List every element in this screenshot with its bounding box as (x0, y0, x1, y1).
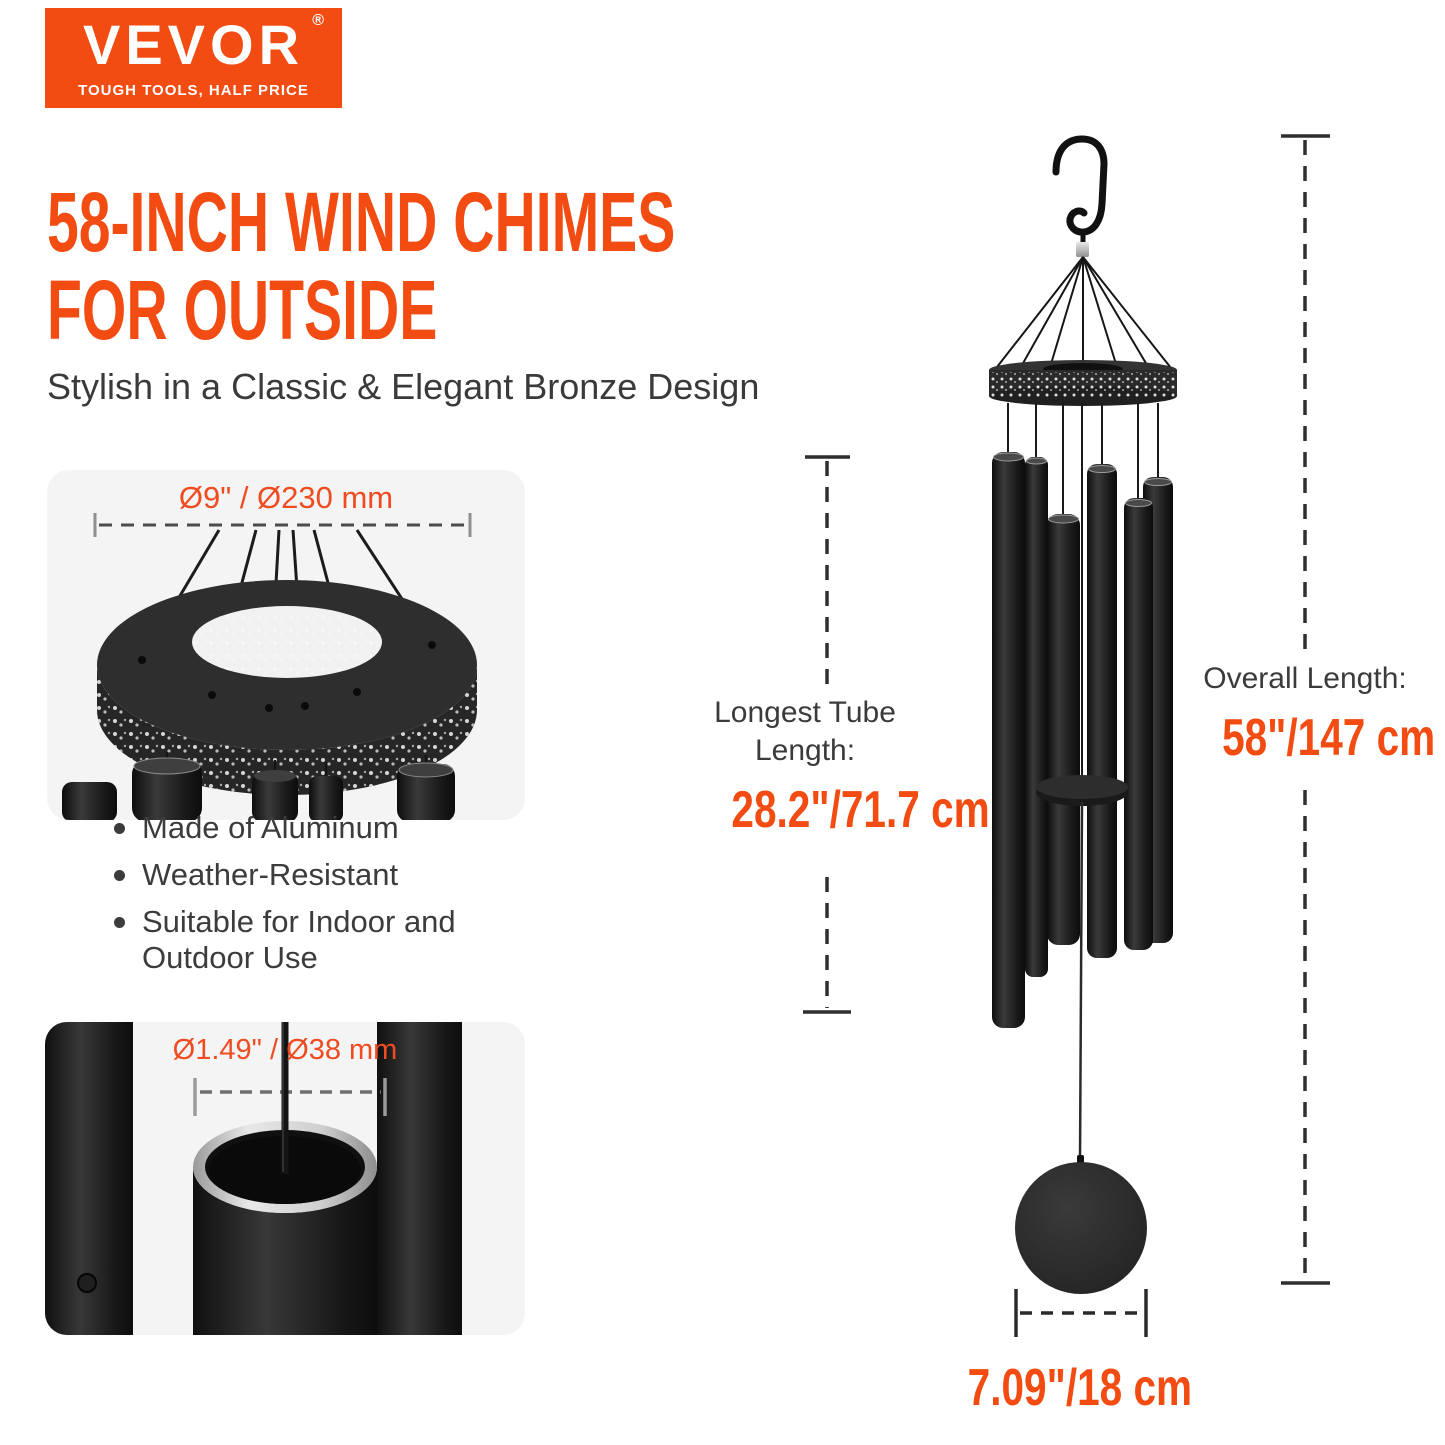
chime-tube (1087, 464, 1117, 958)
feature-item: Made of Aluminum (112, 810, 532, 846)
top-ring (989, 360, 1177, 406)
chime-tube (992, 452, 1025, 1028)
chime-tube (1124, 498, 1153, 950)
chime-tube (1025, 457, 1048, 977)
ring-diameter-label: Ø9" / Ø230 mm (178, 480, 394, 515)
catcher-width-value: 7.09"/18 cm (967, 1359, 1193, 1417)
wind-catcher-disc (1015, 1162, 1147, 1294)
brand-name: VEVOR (82, 13, 305, 76)
page-subtitle: Stylish in a Classic & Elegant Bronze Design (47, 366, 760, 407)
striker-plate (1036, 775, 1128, 806)
registered-mark: ® (312, 12, 325, 29)
s-hook (1056, 139, 1104, 232)
brand-tagline: TOUGH TOOLS, HALF PRICE (78, 82, 309, 99)
page-title-line1: 58-INCH WIND CHIMES (47, 175, 676, 269)
tube-diameter-label: Ø1.49" / Ø38 mm (172, 1034, 398, 1066)
overall-length-label-text: Overall Length: (1203, 662, 1407, 695)
catcher-cord (1080, 802, 1082, 1162)
swivel (1076, 242, 1089, 257)
longest-tube-label (695, 690, 990, 866)
longest-tube-value: 28.2"/71.7 cm (731, 781, 990, 839)
measure-line-catcher-width (1016, 1289, 1146, 1337)
feature-item: Suitable for Indoor and Outdoor Use (112, 904, 532, 976)
overall-length-label (1192, 656, 1436, 790)
chime-tube (1047, 514, 1080, 945)
overall-length-value: 58"/147 cm (1222, 709, 1436, 767)
page-title-line2: FOR OUTSIDE (47, 263, 438, 357)
catcher-width-label (930, 1358, 1230, 1418)
hanging-strings (997, 257, 1171, 368)
longest-tube-label-line2: Length: (754, 734, 856, 767)
feature-item: Weather-Resistant (112, 857, 532, 893)
longest-tube-label-line1: Longest Tube (714, 696, 896, 729)
